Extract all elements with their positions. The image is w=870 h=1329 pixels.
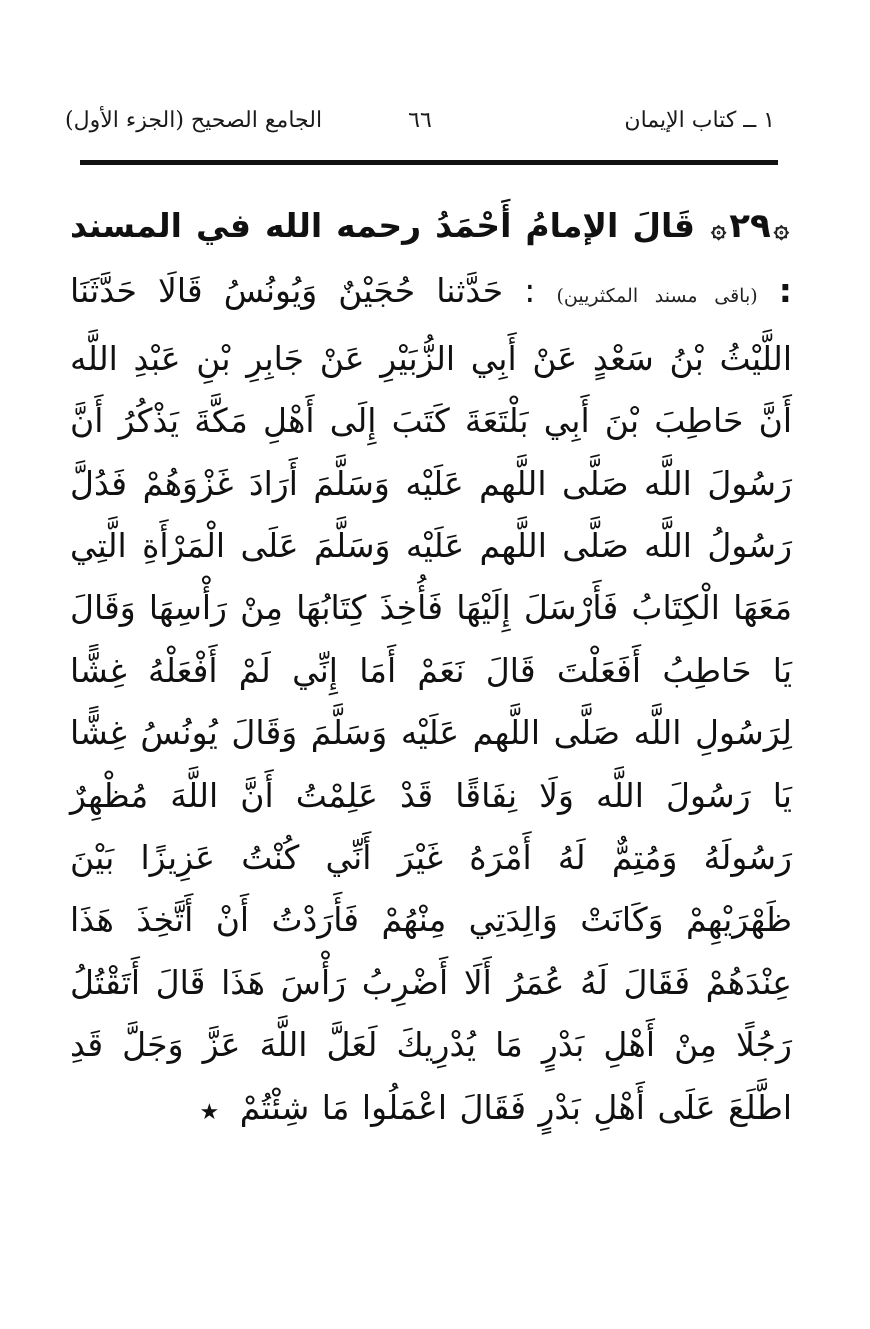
running-header xyxy=(65,108,775,148)
ornament-close-icon: ۞ xyxy=(711,214,727,244)
hadith-intro: قَالَ الإمامُ أَحْمَدُ رحمه الله في المسند : xyxy=(70,206,792,311)
header-divider xyxy=(80,160,778,165)
book-title: الجامع الصحيح (الجزء الأول) xyxy=(65,108,323,133)
hadith-body xyxy=(70,195,792,1144)
hadith-text: : حَدَّثنا حُجَيْنٌ وَيُونُسُ قَالَا حَدَّثَنَا اللَّيْثُ بْنُ سَعْدٍ عَنْ أَبِي الزُّبَيْرِ عَنْ جَابِرِ بْنِ عَبْدِ اللَّه أَنَّ حَاطِبَ بْنَ أَبِي بَلْتَعَةَ كَتَبَ إِلَى أَهْلِ مَكَّةَ يَذْكُرُ أَنَّ رَسُولَ اللَّه صَلَّى اللَّهم عَلَيْه وَسَلَّمَ أَرَادَ غَزْوَهُمْ فَدُلَّ رَسُولُ اللَّه صَلَّى اللَّهم عَلَيْه وَسَلَّمَ عَلَى الْمَرْأَةِ الَّتِي مَعَهَا الْكِتَابُ فَأَرْسَلَ إِلَيْهَا فَأُخِذَ كِتَابُهَا مِنْ رَأْسِهَا وَقَالَ يَا حَاطِبُ أَفَعَلْتَ قَالَ نَعَمْ أَمَا إِنِّي لَمْ أَفْعَلْهُ غِشًّا لِرَسُولِ اللَّه صَلَّى اللَّهم عَلَيْه وَسَلَّمَ وَقَالَ يُونُسُ غِشًّا يَا رَسُولَ اللَّه وَلَا نِفَاقًا قَدْ عَلِمْتُ أَنَّ اللَّهَ مُظْهِرٌ رَسُولَهُ وَمُتِمٌّ لَهُ أَمْرَهُ غَيْرَ أَنِّي كُنْتُ عَزِيزًا بَيْنَ ظَهْرَيْهِمْ وَكَانَتْ وَالِدَتِي مِنْهُمْ فَأَرَدْتُ أَنْ أَتَّخِذَ هَذَا عِنْدَهُمْ فَقَالَ لَهُ عُمَرُ أَلَا أَضْرِبُ رَأْسَ هَذَا قَالَ أَتَقْتُلُ رَجُلًا مِنْ أَهْلِ بَدْرٍ مَا يُدْرِيكَ لَعَلَّ اللَّهَ عَزَّ وَجَلَّ قَدِ اطَّلَعَ عَلَى أَهْلِ بَدْرٍ فَقَالَ اعْمَلُوا مَا شِئْتُمْ xyxy=(70,271,792,1127)
page-number: ٦٦ xyxy=(408,108,432,133)
hadith-number-marker xyxy=(708,206,792,246)
source-note: (باقى مسند المكثريين) xyxy=(556,285,758,308)
end-star-icon: ★ xyxy=(199,1099,220,1125)
chapter-title: ١ ــ كتاب الإيمان xyxy=(624,108,775,133)
hadith-number: ٢٩ xyxy=(729,206,771,246)
ornament-open-icon: ۞ xyxy=(773,214,789,244)
